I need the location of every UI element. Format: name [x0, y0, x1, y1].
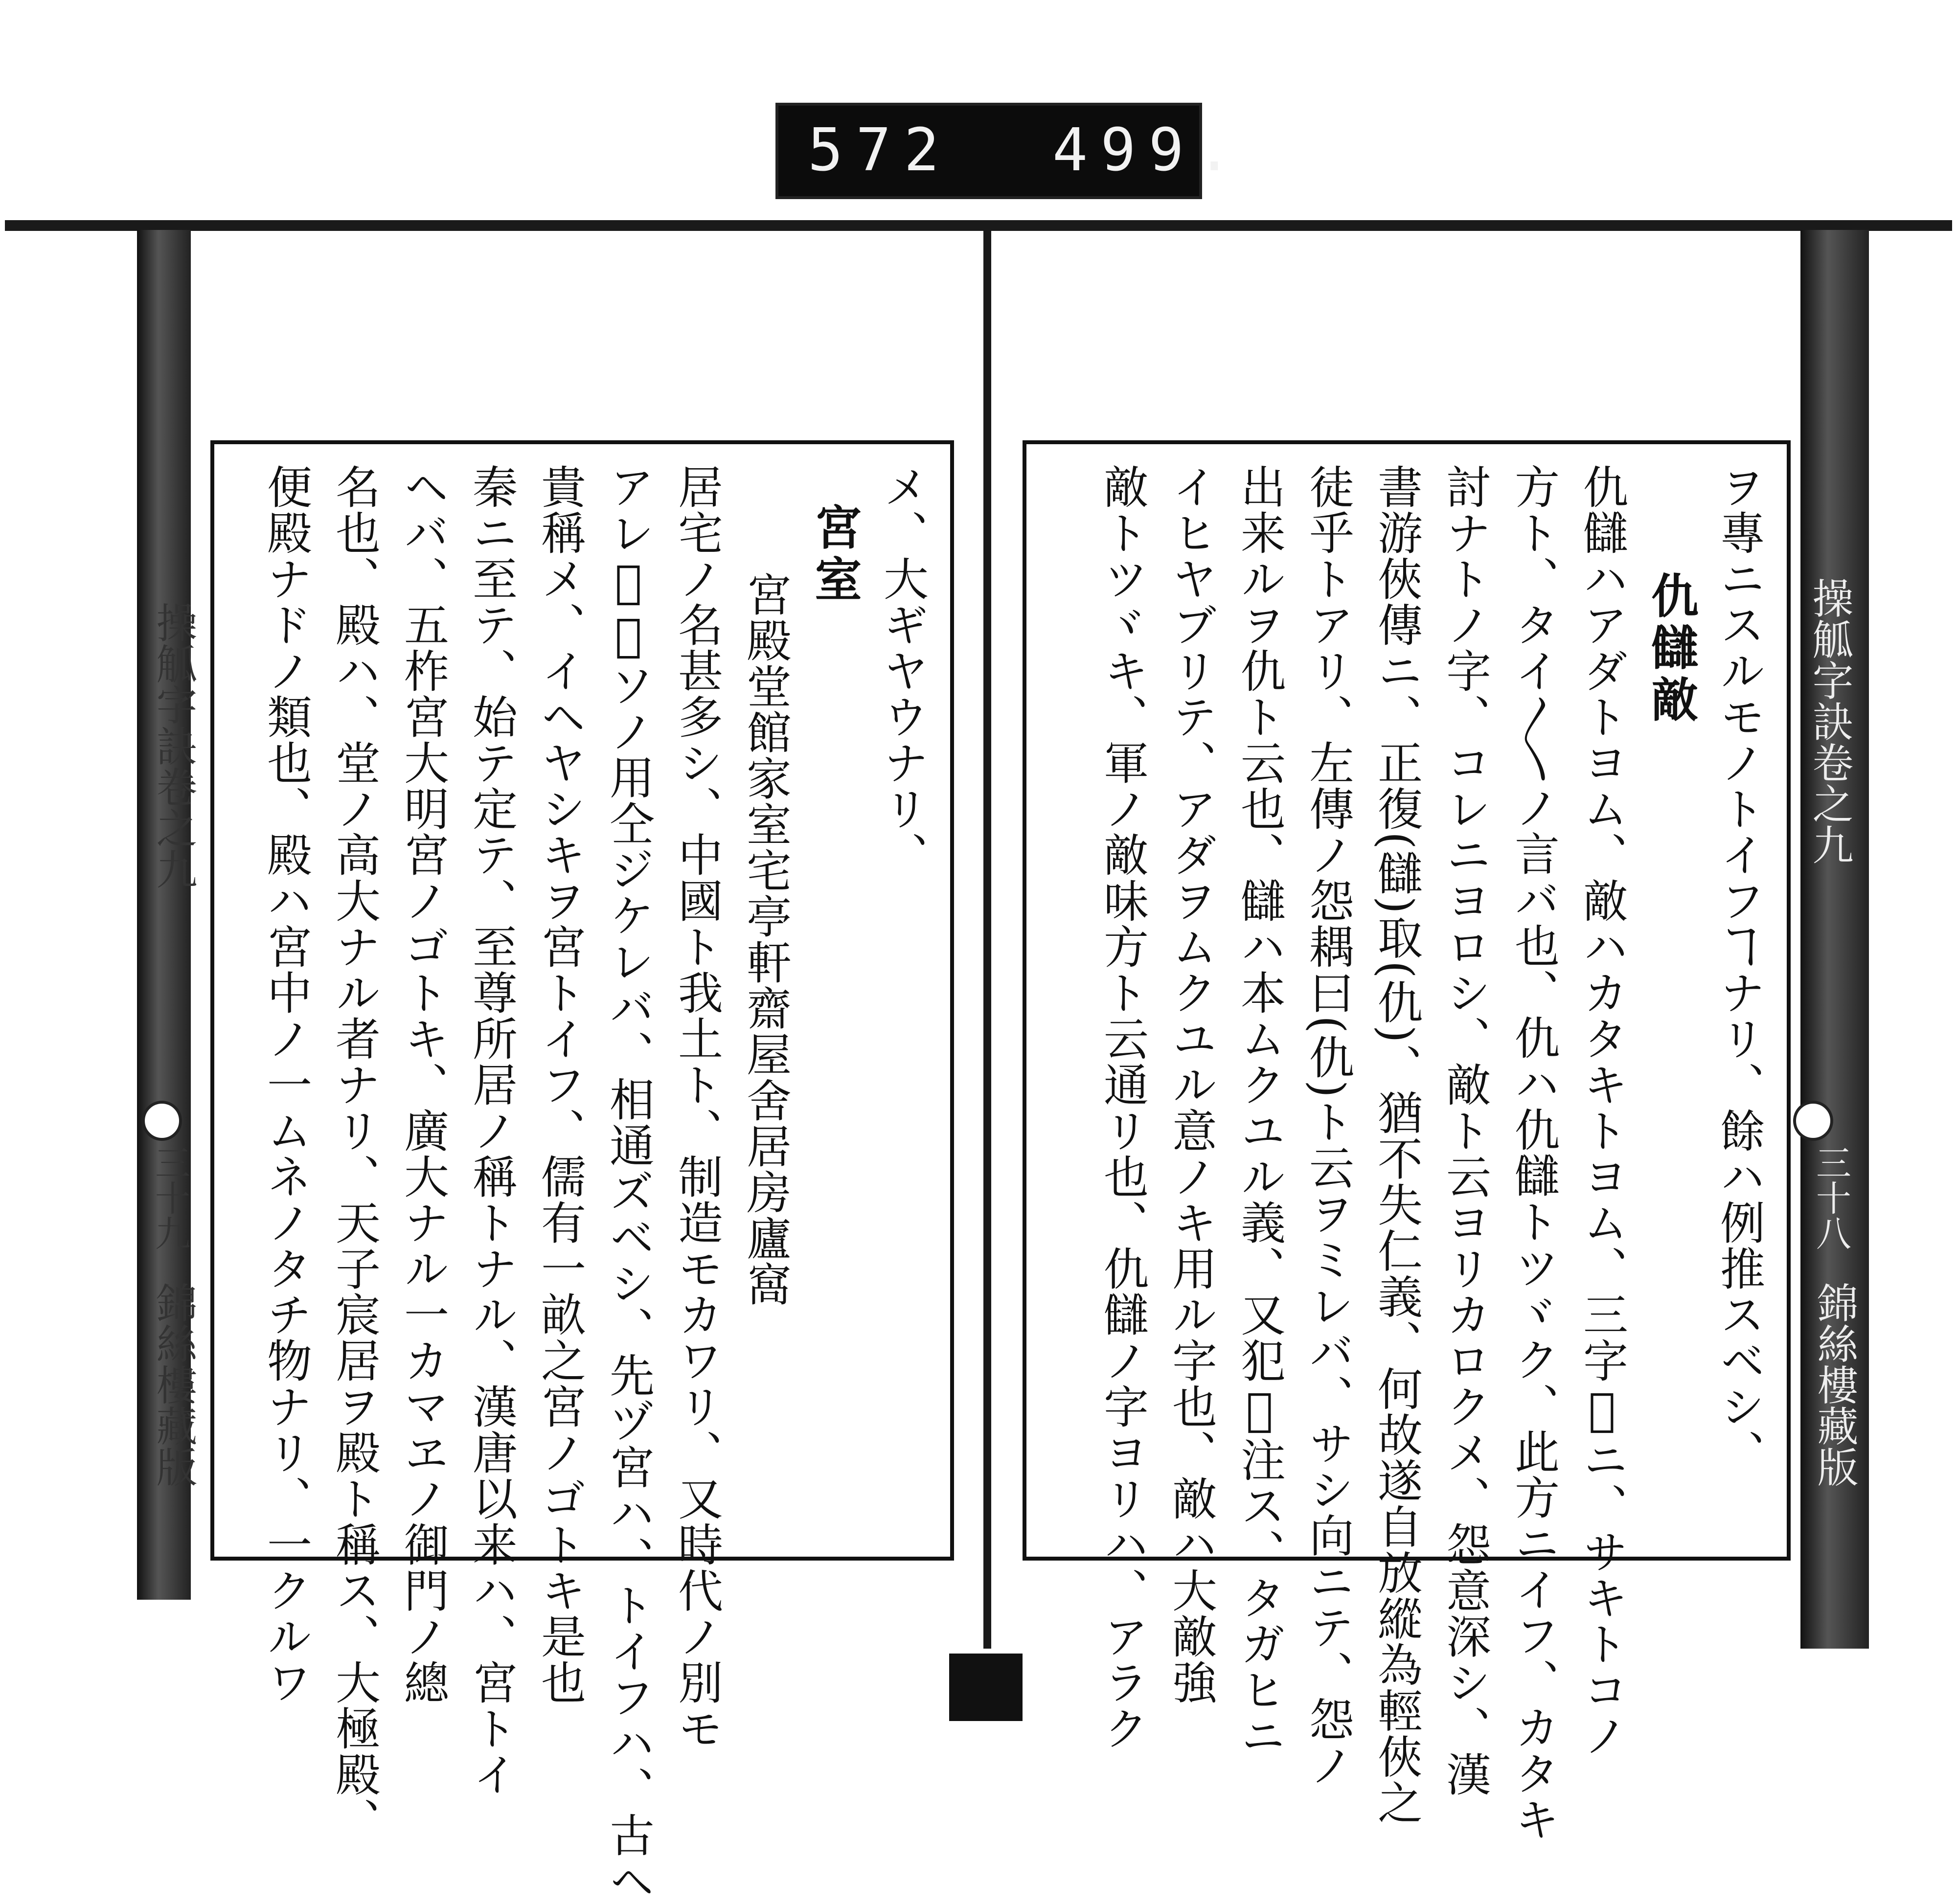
right-margin-page-number: 三十八 — [1810, 1145, 1851, 1250]
text-column: 居宅ノ名甚多シ、中國ト我土ト、制造モカワリ、又時代ノ別モ — [671, 464, 723, 1751]
text-column: ヲ專ニスルモノトイフヿナリ、餘ハ例推スベシ、 — [1713, 464, 1765, 1475]
text-column: 徒乎トアリ、左傳ノ怨耦曰(仇)ト云ヲミレバ、サシ向ニテ、怨ノ — [1302, 464, 1354, 1789]
right-margin-title: 操觚字訣卷之九 — [1806, 577, 1854, 865]
text-column: アレ𪜈、ソノ用仝ジケレバ、相通ズベシ、先ヅ宮ハ、トイフハ、古ヘ — [602, 464, 655, 1904]
book-gutter — [983, 230, 991, 1649]
text-column: 出来ルヲ仇ト云也、讎ハ本ムクユル義、又犯𪜈注ス、タガヒニ — [1233, 464, 1286, 1759]
heading-word-list: 宮殿堂館家室宅亭軒齋屋舍居房廬窩 — [739, 571, 792, 1307]
text-column: 敵トツヾキ、軍ノ敵味方ト云通リ也、仇讎ノ字ヨリハ、アラク — [1096, 464, 1149, 1751]
left-margin-title: 操觚字訣卷之九 — [150, 602, 198, 889]
text-column: 便殿ナドノ類也、殿ハ宮中ノ一ムネノタチ物ナリ、一クルワ — [260, 464, 312, 1705]
text-column: イヒヤブリテ、アダヲムクユル意ノキ用ル字也、敵ハ大敵強 — [1165, 464, 1217, 1705]
text-column: ヘバ、五柞宮大明宮ノゴトキ、廣大ナル一カマヱノ御門ノ總 — [397, 464, 449, 1705]
text-column: メ、大ギヤウナリ、 — [876, 464, 929, 878]
text-column: 方ト、タイ〱ノ言バ也、仇ハ仇讎トツヾク、此方ニイフ、カタキ — [1507, 464, 1560, 1842]
text-column: 貴稱メ、イヘヤシキヲ宮トイフ、儒有一畝之宮ノゴトキ是也 — [534, 464, 586, 1705]
entry-heading: 仇讎敵 — [1644, 571, 1699, 727]
right-margin-publisher: 錦絲樓藏版 — [1811, 1282, 1859, 1487]
left-margin-page-number: 三十九 — [149, 1145, 190, 1250]
section-heading: 宮室 — [807, 503, 863, 607]
book-top-edge — [5, 220, 1952, 231]
right-margin-circle-icon — [1793, 1101, 1833, 1141]
left-text-frame — [210, 440, 954, 1904]
text-column: 書游俠傳ニ、正復(讎)取(仇)、猶不失仁義、何故遂自放縱為輕俠之 — [1370, 464, 1423, 1826]
text-column: 仇讎ハアダトヨム、敵ハカタキトヨム、三字𪜈ニ、サキトコノ — [1576, 464, 1628, 1759]
film-number-label — [775, 103, 1245, 199]
text-column: 討ナトノ字、コレニヨロシ、敵ト云ヨリカロクメ、怨意深シ、漢 — [1439, 464, 1491, 1797]
text-column: 秦ニ至テ、始テ定テ、至尊所居ノ稱トナル、漢唐以来ハ、宮トイ — [465, 464, 518, 1797]
left-margin-publisher: 錦絲樓藏版 — [150, 1282, 198, 1487]
left-margin-circle-icon — [142, 1101, 182, 1141]
right-text-frame — [1023, 440, 1791, 1842]
film-number-left: 572 — [808, 116, 952, 184]
text-column: 名也、殿ハ、堂ノ高大ナル者ナリ、天子宸居ヲ殿ト稱ス、大極殿、 — [328, 464, 381, 1843]
film-number-right: 499. — [1052, 116, 1245, 184]
gutter-clip — [949, 1654, 1023, 1721]
